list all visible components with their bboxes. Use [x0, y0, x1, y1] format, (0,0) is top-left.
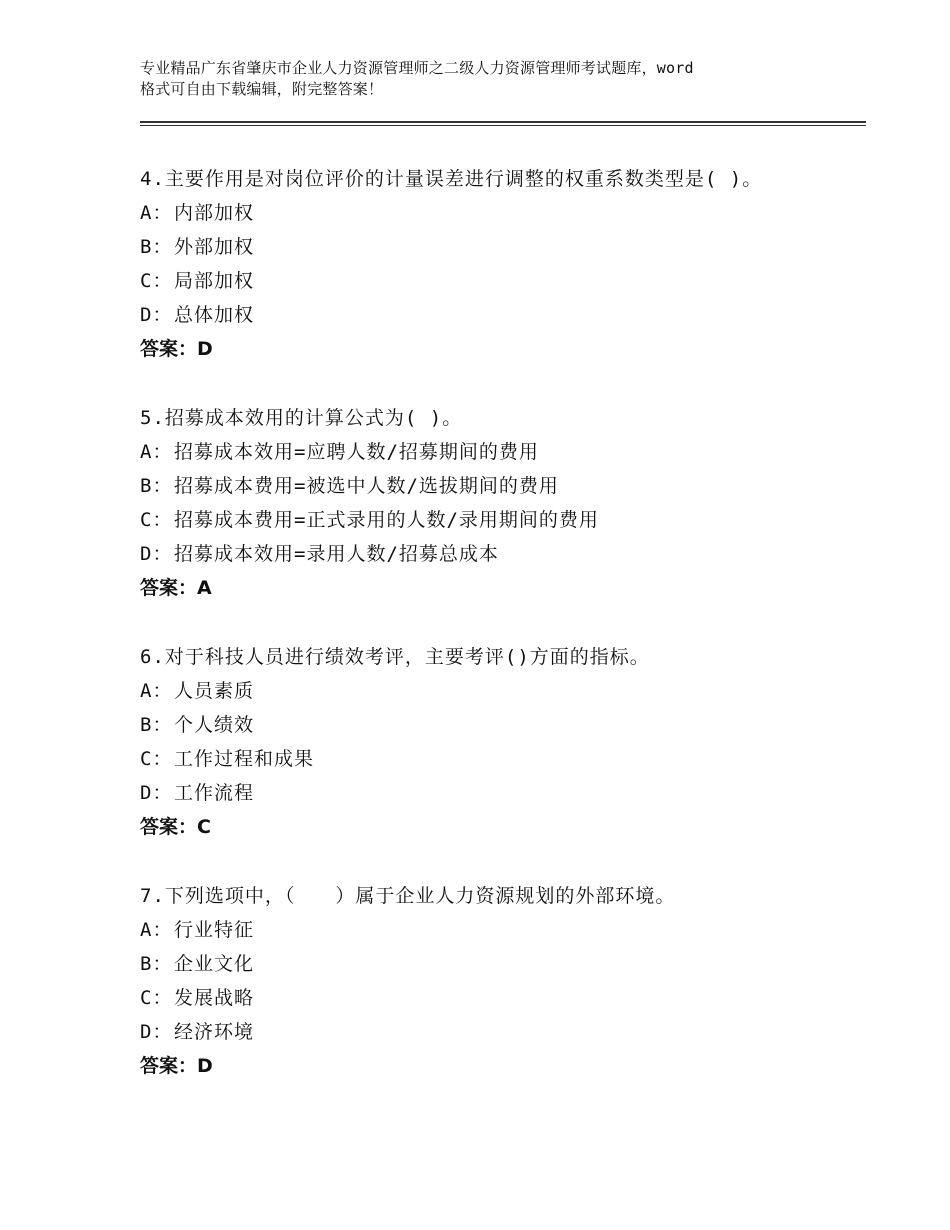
- option-key: A：: [140, 202, 173, 224]
- option-text: 内部加权: [174, 202, 255, 224]
- option-d: [140, 776, 860, 810]
- option-d: [140, 537, 860, 571]
- header-divider-thick: [140, 121, 866, 123]
- answer-label: 答案：C: [140, 816, 211, 838]
- option-c: [140, 264, 860, 298]
- option-text: 工作过程和成果: [174, 748, 315, 770]
- option-key: A：: [140, 919, 173, 941]
- option-key: D：: [140, 782, 173, 804]
- option-c: [140, 742, 860, 776]
- option-text: 个人绩效: [174, 714, 255, 736]
- question-text: 4.主要作用是对岗位评价的计量误差进行调整的权重系数类型是( )。: [140, 168, 763, 190]
- option-key: C：: [140, 270, 173, 292]
- option-a: [140, 913, 860, 947]
- option-d: [140, 1015, 860, 1049]
- option-key: C：: [140, 748, 173, 770]
- document-header: [140, 58, 840, 100]
- header-divider-thin: [140, 125, 866, 126]
- option-text: 外部加权: [174, 236, 255, 258]
- option-b: [140, 947, 860, 981]
- option-text: 总体加权: [174, 304, 255, 326]
- answer-label: 答案：A: [140, 577, 212, 599]
- option-text: 经济环境: [174, 1021, 255, 1043]
- option-key: B：: [140, 953, 173, 975]
- option-key: C：: [140, 509, 173, 531]
- option-b: [140, 469, 860, 503]
- question-text: 6.对于科技人员进行绩效考评，主要考评()方面的指标。: [140, 646, 650, 668]
- option-key: C：: [140, 987, 173, 1009]
- option-text: 人员素质: [174, 680, 255, 702]
- option-text: 招募成本费用=被选中人数/选拔期间的费用: [174, 475, 559, 497]
- option-text: 局部加权: [174, 270, 255, 292]
- option-key: A：: [140, 441, 173, 463]
- option-key: B：: [140, 714, 173, 736]
- question-block: [140, 162, 860, 366]
- option-a: [140, 196, 860, 230]
- answer-label: 答案：D: [140, 1055, 213, 1077]
- option-key: B：: [140, 236, 173, 258]
- option-d: [140, 298, 860, 332]
- option-text: 招募成本效用=录用人数/招募总成本: [174, 543, 499, 565]
- question-text: 7.下列选项中，（ ）属于企业人力资源规划的外部环境。: [140, 885, 676, 907]
- option-key: D：: [140, 1021, 173, 1043]
- option-text: 行业特征: [174, 919, 255, 941]
- option-a: [140, 435, 860, 469]
- header-title-line-2: 格式可自由下载编辑，附完整答案！: [140, 80, 384, 98]
- option-a: [140, 674, 860, 708]
- option-c: [140, 981, 860, 1015]
- option-b: [140, 708, 860, 742]
- option-key: A：: [140, 680, 173, 702]
- question-block: [140, 401, 860, 605]
- option-text: 招募成本效用=应聘人数/招募期间的费用: [174, 441, 539, 463]
- header-title-line-1: 专业精品广东省肇庆市企业人力资源管理师之二级人力资源管理师考试题库，word: [140, 59, 694, 77]
- option-c: [140, 503, 860, 537]
- option-key: B：: [140, 475, 173, 497]
- answer-label: 答案：D: [140, 338, 213, 360]
- question-block: [140, 640, 860, 844]
- question-block: [140, 879, 860, 1083]
- option-text: 发展战略: [174, 987, 255, 1009]
- option-text: 工作流程: [174, 782, 255, 804]
- option-key: D：: [140, 543, 173, 565]
- option-key: D：: [140, 304, 173, 326]
- question-text: 5.招募成本效用的计算公式为( )。: [140, 407, 463, 429]
- option-b: [140, 230, 860, 264]
- option-text: 企业文化: [174, 953, 255, 975]
- option-text: 招募成本费用=正式录用的人数/录用期间的费用: [174, 509, 599, 531]
